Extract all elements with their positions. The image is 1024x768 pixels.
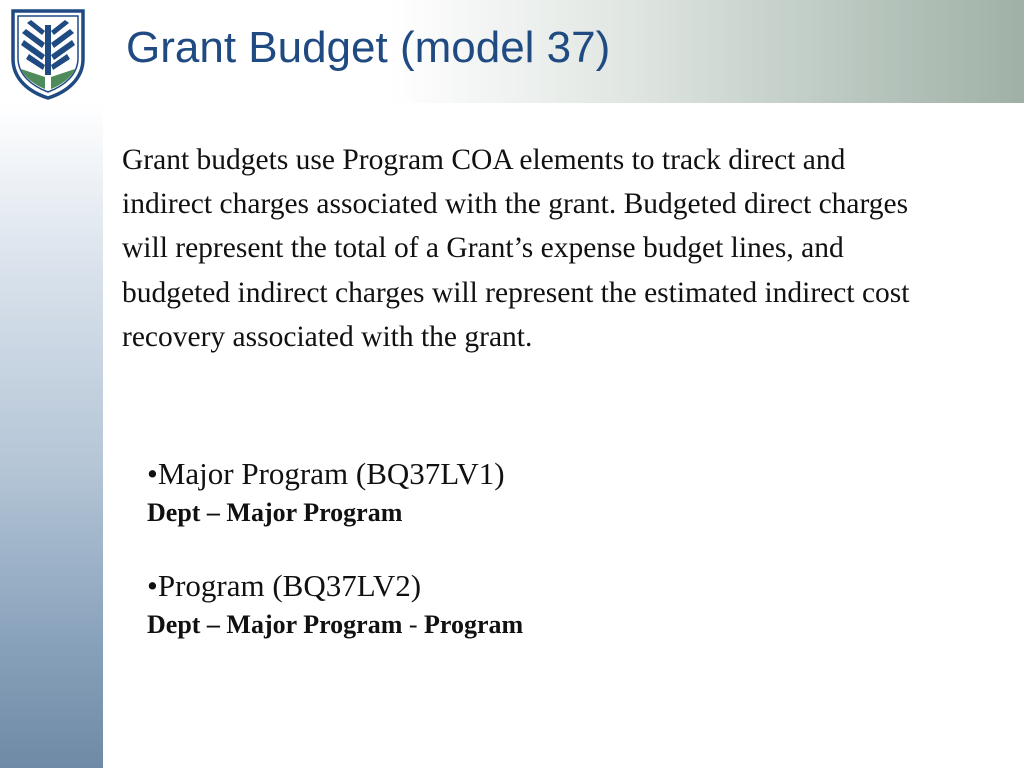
slide-title: Grant Budget (model 37) xyxy=(126,23,611,72)
bullet-label: •Program (BQ37LV2) xyxy=(147,568,422,603)
bullet-item-program xyxy=(147,565,907,643)
tree-shield-logo-icon xyxy=(9,7,87,101)
bullet-detail-separator: - xyxy=(402,610,425,639)
bullet-detail: Dept – Major Program xyxy=(147,498,403,527)
bullet-detail xyxy=(147,607,907,643)
body-paragraph: Grant budgets use Program COA elements to track direct and indirect charges associated with the grant. Budgeted direct charges will represent the total of a Grant’s expense budget lines, and budgeted indirect charges will represent the estimated indirect cost recovery associated with the grant. xyxy=(122,144,910,353)
bullet-detail-part2: Program xyxy=(424,610,524,639)
sidebar-band xyxy=(0,103,103,768)
bullet-label: •Major Program (BQ37LV1) xyxy=(147,456,505,491)
bullet-item-major-program xyxy=(147,453,907,531)
bullet-detail-part1: Dept – Major Program xyxy=(147,610,403,639)
tree-trunk xyxy=(45,25,51,75)
